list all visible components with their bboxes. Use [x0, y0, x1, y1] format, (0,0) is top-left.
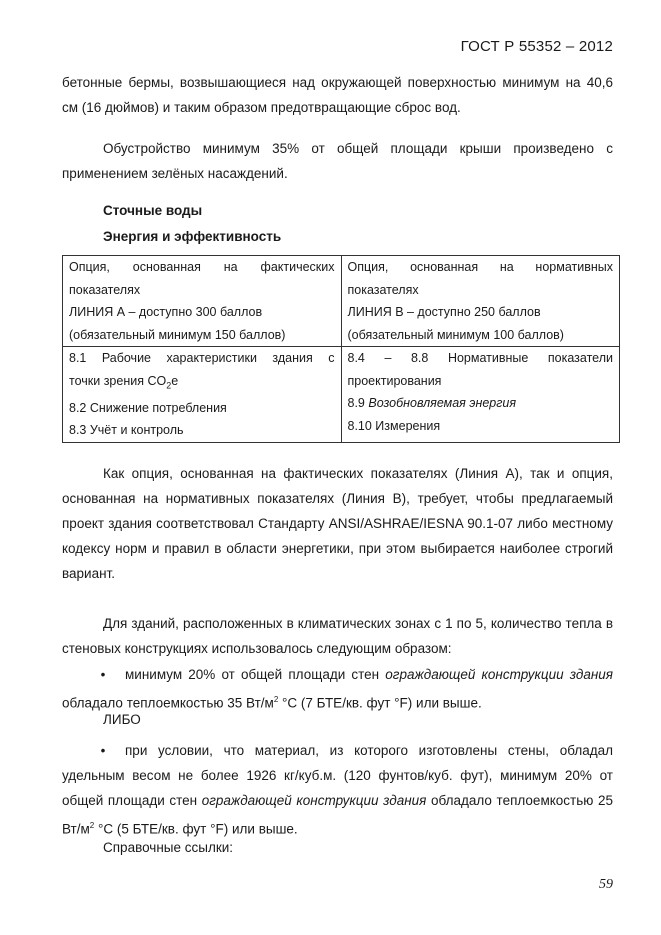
energy-options-table [62, 255, 620, 443]
bullet-item-1 [62, 662, 613, 716]
paragraph-climate-zones: Для зданий, расположенных в климатических зонах с 1 по 5, количество тепла в стеновых конструкциях использовалось следующим образом: [62, 616, 613, 656]
bullet-text-d: °С (5 БТЕ/кв. фут °F) или выше. [94, 821, 298, 837]
bullet-text-italic: ограждающей конструкции здания [201, 793, 427, 808]
bullet-item-2 [62, 738, 613, 842]
paragraph-berms: бетонные бермы, возвышающиеся над окружающей поверхностью минимум на 40,6 см (16 дюймов) и таким образом предотвращающие сброс вод. [62, 75, 613, 115]
table-cell-line-a [63, 256, 342, 347]
renewable-label: Возобновляемая энергия [368, 396, 517, 410]
cell-text: (обязательный минимум 150 баллов) [69, 327, 286, 342]
cell-text: Опция, основанная на фактических [69, 260, 335, 274]
heading-wastewater: Сточные воды [103, 203, 203, 218]
co2-suffix: е [171, 373, 179, 388]
table-row [63, 256, 620, 347]
superscript: 2 [273, 695, 279, 704]
table-cell-normative [341, 347, 620, 443]
cell-text: (обязательный минимум 100 баллов) [347, 327, 564, 342]
co2-text: точки зрения CO [69, 373, 167, 388]
document-header: ГОСТ Р 55352 – 2012 [460, 38, 613, 55]
cell-text-renewable [348, 392, 614, 415]
cell-text: 8.2 Снижение потребления [69, 400, 227, 415]
cell-text: 8.10 Измерения [347, 418, 441, 433]
references-label: Справочные ссылки: [103, 840, 234, 855]
cell-text: показателях [347, 282, 419, 297]
bullet-text-d: °С (7 БТЕ/кв. фут °F) или выше. [278, 695, 482, 711]
cell-text: проектирования [347, 373, 442, 388]
cell-text-co2 [69, 370, 335, 397]
bullet-text-a: при условии, что материал, из которого изготовлены стены, обладал удельным весом не более 1926 кг/куб.м. (120 фунтов/куб. фут), минимум 20% от общей площади стен [62, 743, 613, 808]
paragraph-green-roof: Обустройство минимум 35% от общей площади крыши произведено с применением зелёных насаждений. [62, 141, 613, 181]
bullet-text-italic: ограждающей конструкции здания [385, 667, 614, 682]
table-row [63, 347, 620, 443]
page-number: 59 [599, 877, 613, 892]
bullet-text-a: минимум 20% от общей площади стен [125, 667, 386, 682]
cell-text: ЛИНИЯ В – доступно 250 баллов [347, 305, 541, 319]
libo-text: ЛИБО [103, 712, 141, 727]
bullet-icon: • [100, 743, 106, 758]
cell-text: 8.3 Учёт и контроль [69, 423, 184, 437]
co2-subscript: 2 [166, 380, 172, 390]
renewable-number: 8.9 [347, 396, 369, 410]
table-cell-line-b [341, 256, 620, 347]
bullet-text-c: обладало теплоемкостью 25 Вт/м [62, 793, 614, 837]
cell-text: Опция, основанная на нормативных [347, 260, 613, 274]
cell-text: показателях [69, 282, 141, 297]
heading-energy: Энергия и эффективность [103, 229, 282, 244]
cell-text: 8.1 Рабочие характеристики здания с [69, 351, 335, 365]
table-cell-performance [63, 347, 342, 443]
cell-text: ЛИНИЯ А – доступно 300 баллов [69, 305, 263, 319]
paragraph-options: Как опция, основанная на фактических показателях (Линия А), так и опция, основанная на нормативных показателях (Линия В), требует, чтобы предлагаемый проект здания соответствовал Стандарту ANSI/ASHRAE/IESNA 90.1-07 либо местному кодексу норм и правил в области энергетики, при этом выбирается наиболее строгий вариант. [62, 466, 613, 581]
bullet-icon: • [100, 667, 106, 682]
cell-text: 8.4 – 8.8 Нормативные показатели [347, 351, 613, 365]
bullet-text-c: обладало теплоемкостью 35 Вт/м [62, 695, 274, 711]
superscript: 2 [89, 821, 95, 830]
